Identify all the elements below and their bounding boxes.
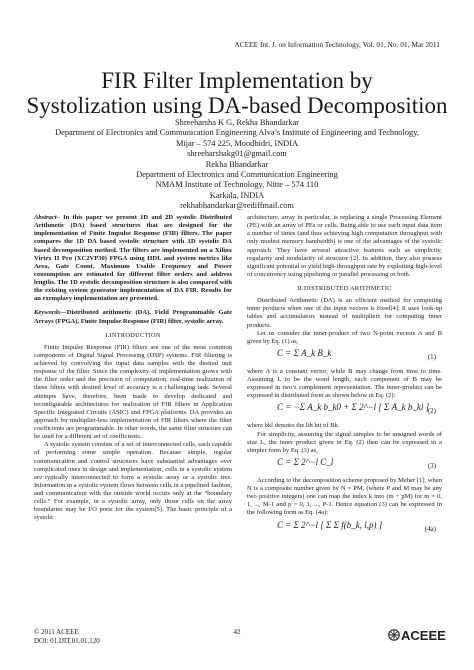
abstract [34, 214, 232, 303]
publisher-logo-icon [388, 629, 400, 641]
equation-2 [247, 400, 442, 422]
da-paragraph-2: Let us consider the inner-product of two N-point vectors A and B given by Eq. (1) as, [247, 329, 442, 345]
author-names: Shreeharsha K G, Rekha Bhandarkar [175, 118, 299, 127]
journal-header: ACEEE Int. J. on Information Technology, Vol. 01, No. 01, Mar 2011 [234, 40, 440, 49]
intro-paragraph-2: A systolic system consists of a set of interconnected cells, each capable of performing some simple operation. Because simple, regular communication and control structures have substantial advantages over complicated ones in design and implementation, cells in a systolic system are typically interconnected to form a systolic array or a systolic tree. Information in a systolic system flows between cells in a pipelined fashion, and communication with the outside world occurs only at the “boundary cells.” For example, in a systolic array, only those cells on the array boundaries may be I/O ports for the system[5]. The basic principle of a systolic [34, 441, 232, 522]
equation-1 [247, 346, 442, 368]
equation-1-number: (1) [427, 352, 436, 361]
affiliation-2-line-3: Karkala, INDIA [209, 190, 265, 200]
abstract-text: In this paper we present 1D and 2D systolic Distributed Arithmetic (DA) based structures that are designed for the implementation of Finite Impulse Response (FIR) filters. The paper compares the 1D DA based systolic structure with 1D systolic DA based decomposition method. The filters are implemented on a Xilinx Virtex II Pro (XC2VP30) FPGA using HDL and system metrics like Area, Gate Count, Maximum Usable Frequency and Power consumption are estimated for different filter orders and address lengths. The 1D systolic decomposition structure is also compared with the existing system generator implementation of DA FIR. Results for an exemplary implementation are presented. [34, 214, 232, 303]
author-block [0, 118, 474, 212]
paper-title [0, 68, 474, 118]
equation-1-body: C = Σ A_k B_k [277, 347, 332, 358]
equation-4a-number: (4a) [424, 524, 436, 533]
equation-2-number: (2) [427, 407, 436, 416]
section-heading-introduction: I.INTRODUCTION [105, 331, 161, 339]
title-line-1: FIR Filter Implementation by [101, 68, 373, 93]
footer-copyright: © 2011 ACEEE [34, 628, 79, 636]
footer-doi: DOI: 01.IJIT.01.01.120 [34, 637, 100, 645]
right-column [247, 214, 442, 540]
equation-3 [247, 455, 442, 477]
affiliation-1-line-1: Department of Electronics and Communication Engineering Alva’s Institute of Engineering and Technology, [55, 128, 419, 138]
equation-3-number: (3) [427, 461, 436, 470]
author-email-1[interactable]: shreeharshakg01@gmail.com [187, 149, 287, 159]
da-paragraph-6: According to the decomposition scheme proposed by Meher [1], when N is a composite number given by N = PM, (where P and M may be any two positive integers) one can map the index k into (m + pM) for m = 0, 1, ..., M-1 and p = 0, 1, ..., P-1. Hence equation (3) can be expressed in the following form as Eq. (4a): [247, 476, 442, 517]
publisher-logo [388, 628, 446, 643]
da-paragraph-4: where bkl denotes the lth bit of Bk. [247, 422, 340, 430]
title-line-2: Systolization using DA-based Decomposition [26, 93, 448, 118]
left-column [34, 214, 232, 523]
da-paragraph-1: Distributed Arithmetic (DA) is an efficient method for computing inner products when one of the input vectors is fixed[4]. It uses look-up tables and accumulators instead of multipliers for computing inner products. [247, 297, 442, 329]
equation-4a-body: C = Σ 2^−l [ Σ Σ f(b_k, l,p) ] [277, 519, 383, 530]
affiliation-2-line-2: NMAM Institute of Technology, Nitte – 574 110 [155, 180, 319, 190]
author-email-2[interactable]: rekhabhandarkar@rediffmail.com [180, 201, 294, 211]
equation-3-body: C = Σ 2^−l C_l [277, 456, 334, 467]
section-heading-distributed-arithmetic: II.DISTRIBUTED ARITHMETIC [297, 285, 392, 292]
author-name-2: Rekha Bhandarkar [205, 159, 269, 169]
affiliation-2-line-1: Department of Electronics and Communication Engineering [136, 170, 338, 180]
intro-paragraph-1: Finite Impulse Response (FIR) filters are one of the most common components of Digital Signal Processing (DSP) systems. FIR filtering is achieved by convolving the input data samples with the desired unit response of the filter. Since the complexity of implementation grows with the filter order and the precision of computation, real-time realization of these filters with desired level of accuracy is a challenging task. Several attempts have, therefore, been made to develop dedicated and reconfigurable architectures for realization of FIR filters in Application Specific Integrated Circuits (ASIC) and FPGA platforms. DA provides an approach for multiplier-less implementation of FIR filters where the filter coefficients are programmable. In other words, the same filter structure can be used for a different set of coefficients. [34, 343, 232, 441]
equation-4a [247, 518, 442, 540]
keywords-label: Keywords— [34, 309, 67, 317]
equation-2-body: C = −Σ A_k b_k0 + Σ 2^−l [ Σ A_k b_kl ] [277, 402, 430, 413]
affiliation-1-line-2: Mijar – 574 225, Moodbidri, INDIA [175, 138, 299, 148]
right-paragraph-1: architecture, array in particular, is replacing a single Processing Element (PE) with an array of PEs or cells. Being able to use each input data item a number of times (and thus achieving high computation throughput with only modest memory bandwidth) is one of the advantages of the systolic approach. They have several attractive features such as simplicity, regularity and modularity of structure [2]. In addition, they also possess significant potential to yield high-throughput rate by exploiting high-level of concurrency using pipelining or parallel processing or both. [247, 214, 442, 278]
page-number: 42 [233, 628, 241, 636]
publisher-logo-text: ACEEE [401, 628, 446, 643]
abstract-label: Abstract– [34, 214, 60, 221]
da-paragraph-5: For simplicity, assuming the signal samples to be unsigned words of size L, the inner product given in Eq. (2) then can be expressed in a simpler form by Eq. (3) as, [247, 430, 442, 454]
keywords-text: Distributed arithmetic (DA), Field Programmable Gate Arrays (FPGA), Finite Impulse Response (FIR) filter, systolic array. [34, 309, 232, 325]
da-paragraph-3: where A is a constant vector, while B may change from time to time. Assuming L to be the word length, each component of B may be expressed in two’s complement representation. The inner-product can be expressed in distributed form as shown below in Eq. (2): [247, 367, 442, 400]
keywords [34, 309, 232, 325]
